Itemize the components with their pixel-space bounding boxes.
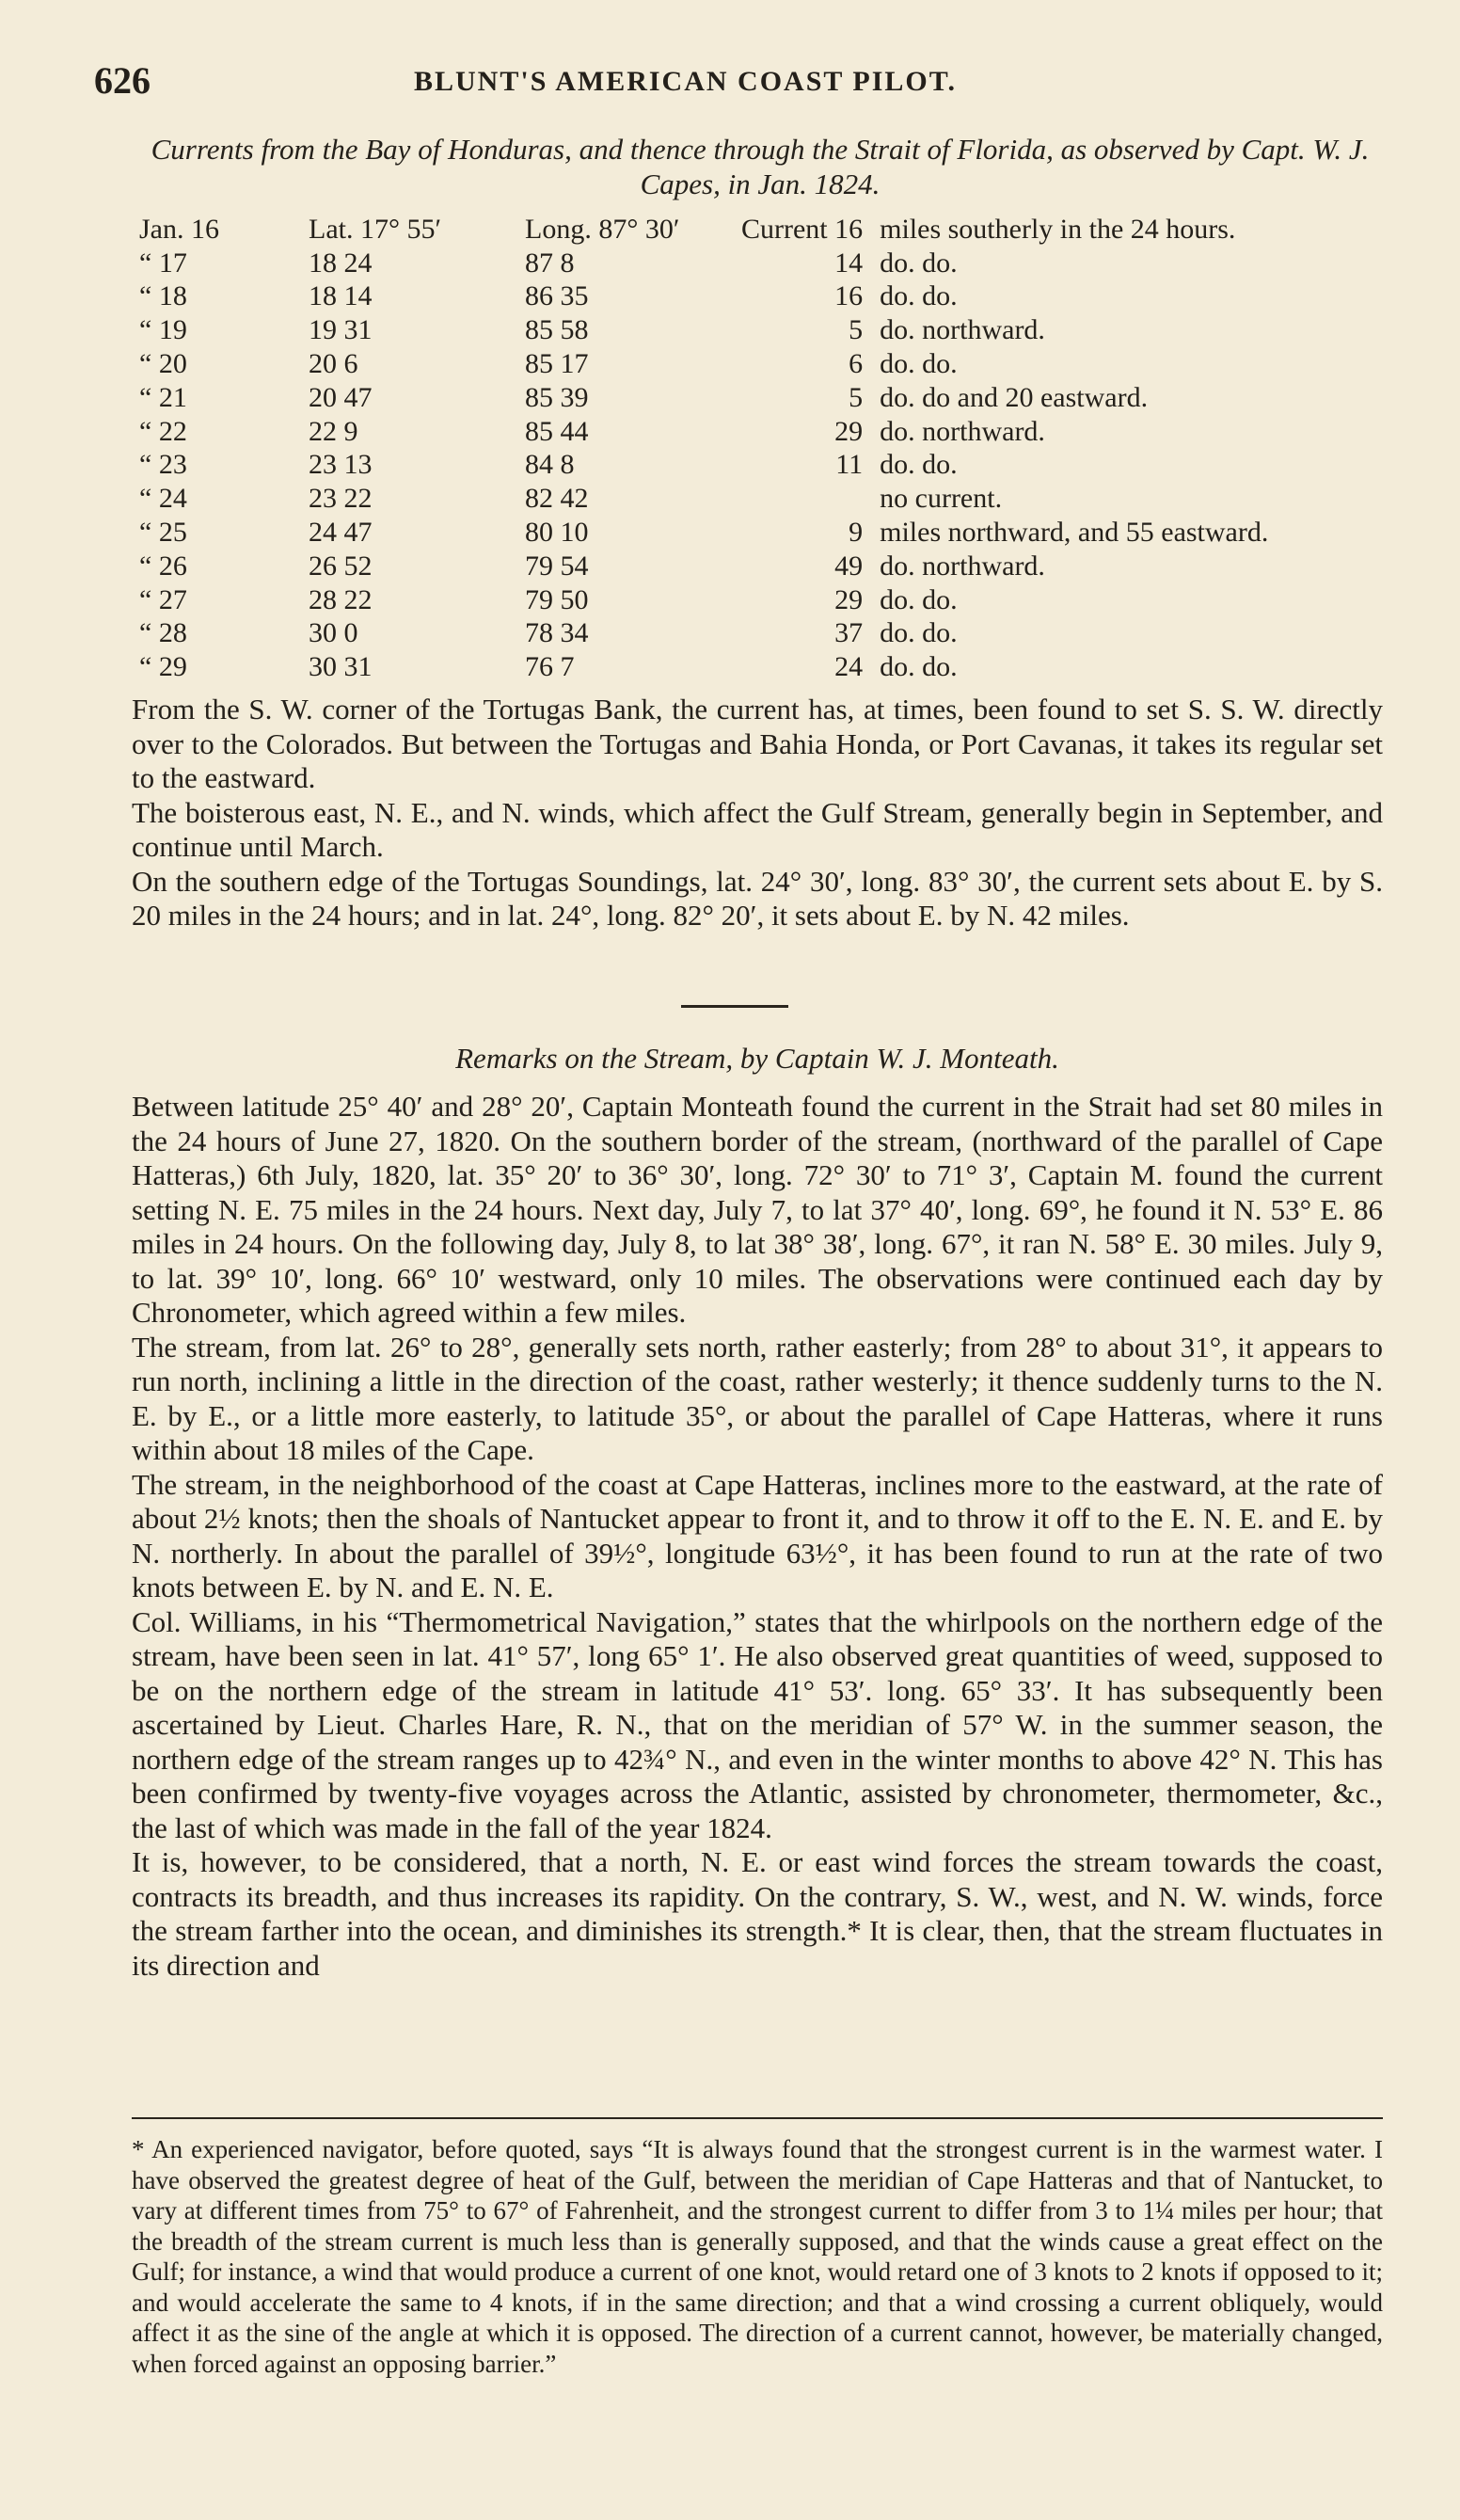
row-longitude: 85 58 xyxy=(525,314,589,346)
row-date: Jan. 16 xyxy=(139,213,219,245)
row-miles: 16 xyxy=(834,280,864,312)
row-latitude: 30 0 xyxy=(309,617,358,649)
table-row xyxy=(139,347,1406,381)
row-latitude: 30 31 xyxy=(309,651,373,683)
row-miles: 5 xyxy=(849,314,864,346)
row-date: “ 25 xyxy=(139,517,187,549)
table-row xyxy=(139,449,1406,483)
table-row xyxy=(139,213,1406,247)
row-date: “ 26 xyxy=(139,550,187,582)
page-header xyxy=(94,58,1392,115)
row-direction: do. do. xyxy=(880,280,958,312)
row-longitude: 87 8 xyxy=(525,247,575,279)
row-direction: miles northward, and 55 eastward. xyxy=(880,517,1269,549)
paragraph-winds-force: It is, however, to be considered, that a north, N. E. or east wind forces the stream towards the coast, contracts its breadth, and thus increases its rapidity. On the contrary, S. W., west, and N. W. winds, force the stream farther into the ocean, and diminishes its strength.* It is clear, then, that the stream fluctuates in its direction and xyxy=(132,1845,1383,1982)
row-miles: 37 xyxy=(834,617,864,649)
row-latitude: 24 47 xyxy=(309,517,373,549)
running-title: BLUNT'S AMERICAN COAST PILOT. xyxy=(414,66,957,97)
row-date: “ 22 xyxy=(139,415,187,447)
row-latitude: 22 9 xyxy=(309,415,358,447)
paragraph-hatteras: The stream, in the neighborhood of the coast at Cape Hatteras, inclines more to the eastward, at the rate of about 2½ knots; then the shoals of Nantucket appear to front it, and to throw it off to the E. N. E. and E. by N. northerly. In about the parallel of 39½°, longitude 63½°, it has been found to run at the rate of two knots between E. by N. and E. N. E. xyxy=(132,1467,1383,1603)
table-row xyxy=(139,550,1406,583)
row-longitude: 79 50 xyxy=(525,583,589,615)
section-divider xyxy=(681,1005,788,1008)
row-latitude: 18 14 xyxy=(309,280,373,312)
footnote: * An experienced navigator, before quoted, says “It is always found that the strongest current is in the warmest water. I have observed the greatest degree of heat of the Gulf, between the meridian of Cape Hatteras and that of Nantucket, to vary at different times from 75° to 67° of Fahrenheit, and the strongest current to differ from 3 to 1¼ miles per hour; that the breadth of the stream current is much less than is generally supposed, and that the winds cause a great effect on the Gulf; for instance, a wind that would produce a current of one knot, would retard one of 3 knots to 2 knots if opposed to it; and would accelerate the same to 4 knots, if in the same direction; and that a wind crossing a current obliquely, would affect it as the sine of the angle at which it is opposed. The direction of a current cannot, however, be materially changed, when forced against an opposing barrier.” xyxy=(132,2135,1383,2378)
row-latitude: 20 47 xyxy=(309,381,373,413)
row-longitude: 80 10 xyxy=(525,517,589,549)
row-miles: 29 xyxy=(834,415,864,447)
table-row xyxy=(139,415,1406,449)
table-row xyxy=(139,650,1406,684)
table-row xyxy=(139,381,1406,415)
row-miles xyxy=(741,482,880,516)
row-direction: do. do. xyxy=(880,617,958,649)
row-longitude: 85 44 xyxy=(525,415,589,447)
row-date: “ 23 xyxy=(139,449,187,481)
row-date: “ 21 xyxy=(139,381,187,413)
table-row xyxy=(139,583,1406,617)
row-direction: do. do. xyxy=(880,247,958,279)
row-direction: do. northward. xyxy=(880,415,1045,447)
row-direction: do. do. xyxy=(880,583,958,615)
row-latitude: 28 22 xyxy=(309,583,373,615)
row-latitude: Lat. 17° 55′ xyxy=(309,213,442,245)
row-longitude: 82 42 xyxy=(525,483,589,515)
row-miles: 9 xyxy=(849,517,864,549)
row-date: “ 29 xyxy=(139,651,187,683)
row-latitude: 26 52 xyxy=(309,550,373,582)
table-title: Currents from the Bay of Honduras, and thence through the Strait of Florida, as observed by Capt. W. J. Capes, in Jan. 1824. xyxy=(151,133,1370,200)
row-longitude: 78 34 xyxy=(525,617,589,649)
row-date: “ 27 xyxy=(139,583,187,615)
paragraph-winds: The boisterous east, N. E., and N. winds, which affect the Gulf Stream, generally begin in September, and continue until March. xyxy=(132,795,1383,863)
row-date: “ 19 xyxy=(139,314,187,346)
row-latitude: 19 31 xyxy=(309,314,373,346)
row-miles: 29 xyxy=(834,583,864,615)
row-latitude: 23 13 xyxy=(309,449,373,481)
row-date: “ 20 xyxy=(139,348,187,380)
row-date: “ 28 xyxy=(139,617,187,649)
row-miles: 6 xyxy=(849,348,864,380)
row-latitude: 20 6 xyxy=(309,348,358,380)
row-miles: Current 16 xyxy=(741,213,864,245)
row-miles: 49 xyxy=(834,550,864,582)
row-direction: miles southerly in the 24 hours. xyxy=(880,213,1236,245)
paragraph-williams: Col. Williams, in his “Thermometrical Navigation,” states that the whirlpools on the northern edge of the stream, have been seen in lat. 41° 57′, long 65° 1′. He also observed great quantities of weed, supposed to be on the northern edge of the stream in latitude 41° 53′. long. 65° 33′. It has subsequently been ascertained by Lieut. Charles Hare, R. N., that on the meridian of 57° W. in the summer season, the northern edge of the stream ranges up to 42¾° N., and even in the winter months to above 42° N. This has been confirmed by twenty-five voyages across the Atlantic, assisted by chronometer, thermometer, &c., the last of which was made in the fall of the year 1824. xyxy=(132,1604,1383,1844)
table-row xyxy=(139,482,1406,516)
page-number: 626 xyxy=(94,59,151,102)
table-row xyxy=(139,617,1406,651)
table-row xyxy=(139,280,1406,314)
row-longitude: 86 35 xyxy=(525,280,589,312)
row-date: “ 24 xyxy=(139,483,187,515)
table-row xyxy=(139,247,1406,280)
row-latitude: 23 22 xyxy=(309,483,373,515)
row-miles: 11 xyxy=(835,449,864,481)
row-direction: do. do. xyxy=(880,348,958,380)
row-miles: 5 xyxy=(849,381,864,413)
currents-table xyxy=(139,213,1406,684)
paragraph-tortugas: From the S. W. corner of the Tortugas Bank, the current has, at times, been found to set S. S. W. directly over to the Colorados. But between the Tortugas and Bahia Honda, or Port Cavanas, it takes its regular set to the eastward. xyxy=(132,693,1383,794)
row-longitude: 76 7 xyxy=(525,651,575,683)
row-longitude: Long. 87° 30′ xyxy=(525,213,680,245)
row-longitude: 85 17 xyxy=(525,348,589,380)
row-miles: 14 xyxy=(834,247,864,279)
row-direction: do. do. xyxy=(880,651,958,683)
row-direction: do. do and 20 eastward. xyxy=(880,381,1149,413)
row-longitude: 79 54 xyxy=(525,550,589,582)
paragraph-soundings: On the southern edge of the Tortugas Soundings, lat. 24° 30′, long. 83° 30′, the current sets about E. by S. 20 miles in the 24 hours; and in lat. 24°, long. 82° 20′, it sets about E. by N. 42 miles. xyxy=(132,864,1383,932)
row-longitude: 84 8 xyxy=(525,449,575,481)
row-direction: do. northward. xyxy=(880,550,1045,582)
main-text xyxy=(132,1090,1383,1983)
row-date: “ 17 xyxy=(139,247,187,279)
paragraph-stream-north: The stream, from lat. 26° to 28°, generally sets north, rather easterly; from 28° to about 31°, it appears to run north, inclining a little in the direction of the coast, rather westerly; it thence suddenly turns to the N. E. by E., or a little more easterly, to latitude 35°, or about the parallel of Cape Hatteras, where it runs within about 18 miles of the Cape. xyxy=(132,1330,1383,1466)
paragraph-monteath: Between latitude 25° 40′ and 28° 20′, Captain Monteath found the current in the Strait had set 80 miles in the 24 hours of June 27, 1820. On the southern border of the stream, (northward of the parallel of Cape Hatteras,) 6th July, 1820, lat. 35° 20′ to 36° 30′, long. 72° 30′ to 71° 3′, Captain M. found the current setting N. E. 75 miles in the 24 hours. Next day, July 7, to lat 37° 40′, long. 69°, he found it N. 53° E. 86 miles in 24 hours. On the following day, July 8, to lat 38° 38′, long. 67°, it ran N. 58° E. 30 miles. July 9, to lat. 39° 10′, long. 66° 10′ westward, only 10 miles. The observations were continued each day by Chronometer, which agreed within a few miles. xyxy=(132,1090,1383,1329)
row-miles: 24 xyxy=(834,651,864,683)
footnote-rule xyxy=(132,2117,1383,2119)
table-row xyxy=(139,313,1406,347)
section-title: Remarks on the Stream, by Captain W. J. Monteath. xyxy=(455,1042,1059,1075)
row-direction: do. do. xyxy=(880,449,958,481)
row-direction: do. northward. xyxy=(880,314,1045,346)
row-date: “ 18 xyxy=(139,280,187,312)
row-direction: no current. xyxy=(880,483,1003,515)
intro-text xyxy=(132,693,1383,933)
row-latitude: 18 24 xyxy=(309,247,373,279)
table-row xyxy=(139,516,1406,550)
row-longitude: 85 39 xyxy=(525,381,589,413)
